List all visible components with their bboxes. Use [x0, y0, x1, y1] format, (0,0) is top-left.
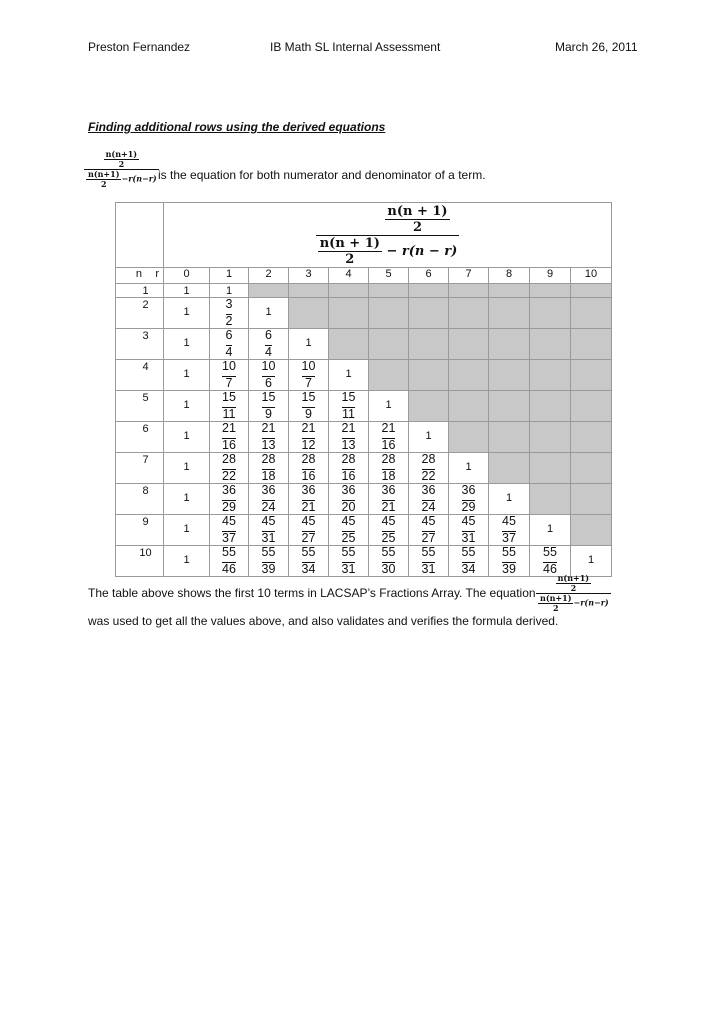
- fraction-cell: $\frac{28}{22}$: [409, 453, 449, 484]
- empty-shaded-cell: [530, 453, 571, 484]
- fraction-cell: $\frac{21}{13}$: [329, 422, 369, 453]
- empty-shaded-cell: [329, 284, 369, 298]
- fraction-cell: $\frac{45}{31}$: [449, 515, 489, 546]
- fraction-cell: $\frac{55}{31}$: [329, 546, 369, 577]
- empty-shaded-cell: [289, 298, 329, 329]
- fraction-cell: $\frac{15}{9}$: [289, 391, 329, 422]
- section-heading: Finding additional rows using the derived equations: [88, 120, 386, 134]
- empty-shaded-cell: [449, 391, 489, 422]
- fraction-cell: $\frac{36}{24}$: [409, 484, 449, 515]
- fraction-cell: $\frac{45}{37}$: [489, 515, 530, 546]
- column-header: 7: [449, 268, 489, 284]
- row-n-label: 10: [116, 546, 164, 577]
- fraction-cell: $\frac{55}{30}$: [369, 546, 409, 577]
- fraction-cell: $\frac{3}{2}$: [210, 298, 249, 329]
- column-header: 5: [369, 268, 409, 284]
- empty-shaded-cell: [449, 284, 489, 298]
- fraction-cell: $\frac{45}{27}$: [409, 515, 449, 546]
- value-cell: 1: [329, 360, 369, 391]
- fraction-cell: $\frac{45}{27}$: [289, 515, 329, 546]
- fraction-cell: $\frac{36}{21}$: [289, 484, 329, 515]
- value-cell: 1: [289, 329, 329, 360]
- row-n-label: 3: [116, 329, 164, 360]
- value-cell: 1: [164, 360, 210, 391]
- column-header: 2: [249, 268, 289, 284]
- value-cell: 1: [409, 422, 449, 453]
- paragraph-line-1: The table above shows the first 10 terms in LACSAP’s Fractions Array. The equation: [88, 586, 536, 600]
- formula-header-row: [116, 203, 612, 268]
- fraction-cell: $\frac{15}{11}$: [210, 391, 249, 422]
- value-cell: 1: [571, 546, 612, 577]
- header-author: Preston Fernandez: [88, 40, 191, 54]
- empty-shaded-cell: [489, 284, 530, 298]
- empty-shaded-cell: [489, 298, 530, 329]
- fraction-cell: $\frac{55}{34}$: [449, 546, 489, 577]
- fraction-cell: $\frac{28}{18}$: [369, 453, 409, 484]
- value-cell: 1: [164, 484, 210, 515]
- fraction-cell: $\frac{28}{16}$: [289, 453, 329, 484]
- empty-shaded-cell: [530, 298, 571, 329]
- fraction-cell: $\frac{28}{18}$: [249, 453, 289, 484]
- lacsap-fractions-table: [115, 202, 612, 577]
- column-header: 1: [210, 268, 249, 284]
- table-row: [116, 284, 612, 298]
- empty-shaded-cell: [489, 360, 530, 391]
- empty-shaded-cell: [409, 298, 449, 329]
- r-header: r: [155, 268, 160, 280]
- paragraph-line-2: was used to get all the values above, and also validates and verifies the formula derived.: [88, 614, 559, 628]
- fraction-cell: $\frac{21}{16}$: [210, 422, 249, 453]
- empty-shaded-cell: [449, 360, 489, 391]
- fraction-cell: $\frac{55}{39}$: [249, 546, 289, 577]
- empty-shaded-cell: [489, 422, 530, 453]
- row-n-label: 4: [116, 360, 164, 391]
- fraction-cell: $\frac{55}{39}$: [489, 546, 530, 577]
- empty-shaded-cell: [489, 453, 530, 484]
- column-header-row: [116, 268, 612, 284]
- fraction-cell: $\frac{15}{9}$: [249, 391, 289, 422]
- fraction-cell: $\frac{28}{16}$: [329, 453, 369, 484]
- fraction-cell: $\frac{36}{29}$: [210, 484, 249, 515]
- value-cell: 1: [449, 453, 489, 484]
- empty-shaded-cell: [571, 515, 612, 546]
- column-header: 9: [530, 268, 571, 284]
- row-n-label: 1: [116, 284, 164, 298]
- empty-shaded-cell: [571, 453, 612, 484]
- table-row: [116, 422, 612, 453]
- row-n-label: 7: [116, 453, 164, 484]
- row-n-label: 9: [116, 515, 164, 546]
- empty-shaded-cell: [530, 360, 571, 391]
- fraction-cell: $\frac{21}{16}$: [369, 422, 409, 453]
- value-cell: 1: [164, 422, 210, 453]
- column-header: 10: [571, 268, 612, 284]
- empty-shaded-cell: [369, 360, 409, 391]
- empty-shaded-cell: [571, 422, 612, 453]
- fraction-cell: $\frac{10}{7}$: [210, 360, 249, 391]
- header-date: March 26, 2011: [555, 40, 638, 54]
- table-row: [116, 484, 612, 515]
- empty-shaded-cell: [409, 360, 449, 391]
- fraction-cell: $\frac{36}{24}$: [249, 484, 289, 515]
- value-cell: 1: [164, 515, 210, 546]
- table-row: [116, 329, 612, 360]
- empty-shaded-cell: [369, 284, 409, 298]
- row-n-label: 5: [116, 391, 164, 422]
- header-course: IB Math SL Internal Assessment: [270, 40, 441, 54]
- empty-shaded-cell: [571, 360, 612, 391]
- table-row: [116, 546, 612, 577]
- table-row: [116, 515, 612, 546]
- empty-shaded-cell: [289, 284, 329, 298]
- empty-shaded-cell: [571, 329, 612, 360]
- fraction-cell: $\frac{45}{25}$: [369, 515, 409, 546]
- empty-shaded-cell: [571, 391, 612, 422]
- empty-shaded-cell: [571, 298, 612, 329]
- empty-shaded-cell: [530, 391, 571, 422]
- fraction-cell: $\frac{28}{22}$: [210, 453, 249, 484]
- table-formula: $\frac{n(n + 1)}{2}$ $\frac{n(n + 1)}{2}$ − r(n − r): [316, 204, 460, 267]
- column-header: 3: [289, 268, 329, 284]
- fraction-cell: $\frac{45}{37}$: [210, 515, 249, 546]
- fraction-cell: $\frac{21}{13}$: [249, 422, 289, 453]
- empty-shaded-cell: [409, 284, 449, 298]
- value-cell: 1: [164, 546, 210, 577]
- empty-shaded-cell: [449, 422, 489, 453]
- row-n-label: 2: [116, 298, 164, 329]
- empty-shaded-cell: [449, 298, 489, 329]
- fraction-cell: $\frac{45}{25}$: [329, 515, 369, 546]
- empty-shaded-cell: [530, 284, 571, 298]
- fraction-cell: $\frac{55}{46}$: [210, 546, 249, 577]
- fraction-cell: $\frac{55}{46}$: [530, 546, 571, 577]
- fraction-cell: $\frac{36}{29}$: [449, 484, 489, 515]
- fraction-cell: $\frac{55}{31}$: [409, 546, 449, 577]
- paragraph-equation: $\frac{n(n+1)}{2}$ $\frac{n(n+1)}{2}$ −r(n−r): [536, 574, 611, 613]
- intro-equation: $\frac{n(n+1)}{2}$ $\frac{n(n+1)}{2}$ −r(n−r): [84, 150, 159, 189]
- fraction-cell: $\frac{21}{12}$: [289, 422, 329, 453]
- fraction-cell: $\frac{36}{21}$: [369, 484, 409, 515]
- empty-shaded-cell: [329, 329, 369, 360]
- empty-shaded-cell: [369, 298, 409, 329]
- empty-shaded-cell: [571, 284, 612, 298]
- column-header: 8: [489, 268, 530, 284]
- value-cell: 1: [489, 484, 530, 515]
- empty-shaded-cell: [409, 391, 449, 422]
- empty-shaded-cell: [329, 298, 369, 329]
- empty-shaded-cell: [530, 329, 571, 360]
- value-cell: 1: [164, 453, 210, 484]
- value-cell: 1: [164, 284, 210, 298]
- fraction-cell: $\frac{36}{20}$: [329, 484, 369, 515]
- empty-shaded-cell: [489, 329, 530, 360]
- table-row: [116, 391, 612, 422]
- value-cell: 1: [164, 329, 210, 360]
- empty-shaded-cell: [530, 422, 571, 453]
- value-cell: 1: [369, 391, 409, 422]
- column-header: 0: [164, 268, 210, 284]
- intro-text: is the equation for both numerator and denominator of a term.: [158, 168, 486, 182]
- table-row: [116, 453, 612, 484]
- empty-shaded-cell: [369, 329, 409, 360]
- n-header: n: [135, 268, 142, 280]
- fraction-cell: $\frac{6}{4}$: [210, 329, 249, 360]
- value-cell: 1: [249, 298, 289, 329]
- fraction-cell: $\frac{10}{6}$: [249, 360, 289, 391]
- fraction-cell: $\frac{6}{4}$: [249, 329, 289, 360]
- row-n-label: 8: [116, 484, 164, 515]
- column-header: 6: [409, 268, 449, 284]
- row-n-label: 6: [116, 422, 164, 453]
- fraction-cell: $\frac{15}{11}$: [329, 391, 369, 422]
- empty-shaded-cell: [249, 284, 289, 298]
- value-cell: 1: [164, 298, 210, 329]
- column-header: 4: [329, 268, 369, 284]
- table-row: [116, 298, 612, 329]
- table-row: [116, 360, 612, 391]
- empty-shaded-cell: [571, 484, 612, 515]
- empty-shaded-cell: [449, 329, 489, 360]
- value-cell: 1: [530, 515, 571, 546]
- value-cell: 1: [210, 284, 249, 298]
- empty-shaded-cell: [489, 391, 530, 422]
- fraction-cell: $\frac{10}{7}$: [289, 360, 329, 391]
- fraction-cell: $\frac{55}{34}$: [289, 546, 329, 577]
- value-cell: 1: [164, 391, 210, 422]
- fraction-cell: $\frac{45}{31}$: [249, 515, 289, 546]
- empty-shaded-cell: [530, 484, 571, 515]
- empty-shaded-cell: [409, 329, 449, 360]
